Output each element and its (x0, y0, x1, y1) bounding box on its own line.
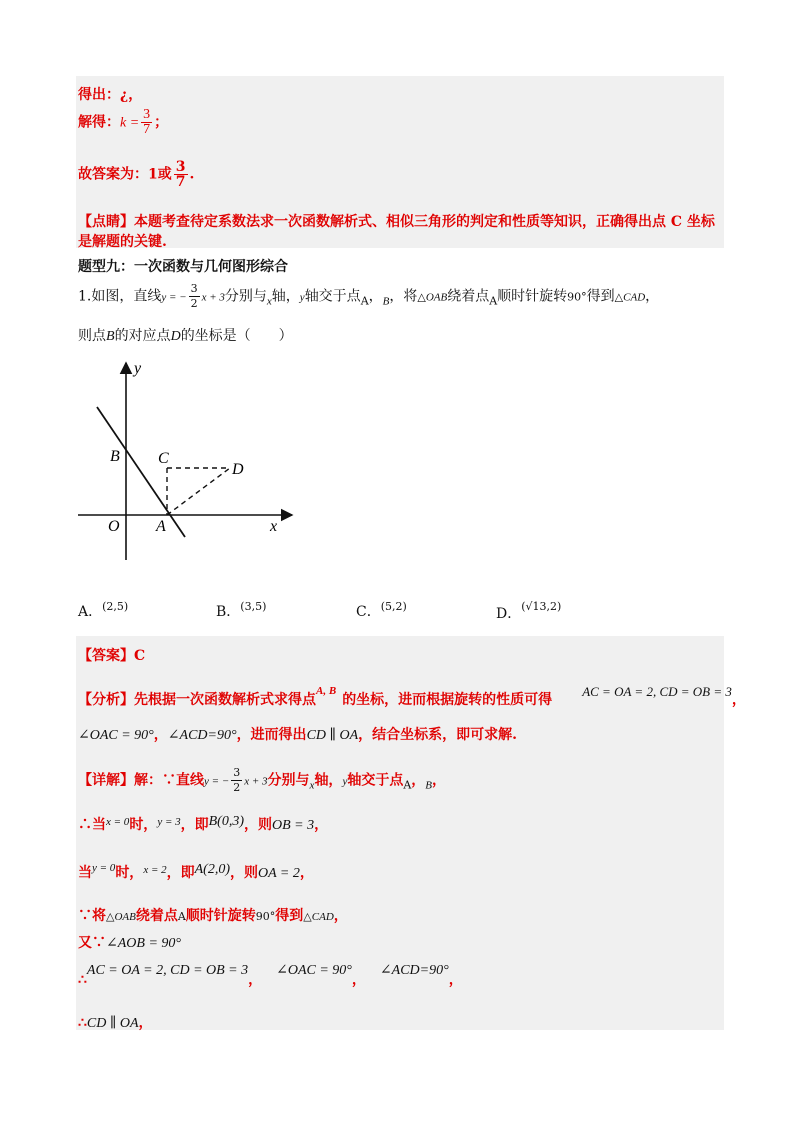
ana-eq: AC = OA = 2, CD = OB = 3 (582, 684, 732, 699)
det-text: ，即 (180, 817, 209, 833)
det-text: ， (333, 908, 348, 924)
q-text: 的坐标是（ ） (180, 328, 293, 344)
answer-end: . (189, 166, 195, 183)
det-point-a: A (177, 910, 186, 923)
det-eq-rhs: x + 3 (244, 775, 268, 788)
detail-line-2 (78, 862, 314, 882)
ana-text: ，结合坐标系，即可求解. (358, 727, 518, 743)
det-x: x (309, 779, 315, 792)
option-b[interactable] (216, 600, 266, 621)
det-text: ∴ (78, 972, 87, 988)
det-text: ，则 (230, 865, 259, 881)
q-text: 轴， (271, 288, 300, 305)
det-oa: OA = 2 (258, 866, 300, 881)
q-text: 轴交于点 (304, 288, 361, 305)
q-text: 分别与 (224, 288, 267, 305)
detail-line-0 (78, 766, 446, 795)
det-y: y (342, 775, 348, 788)
q-text: ， (645, 288, 660, 305)
det-point-a: A (403, 778, 412, 792)
det-x0: x = 0 (106, 816, 130, 828)
det-text: 又∵ (78, 935, 106, 951)
det-text: 时， (129, 817, 158, 833)
frac-den: 2 (190, 297, 198, 310)
det-text: ∴ (78, 1015, 87, 1031)
det-text: 顺时针旋转 (185, 908, 256, 924)
det-text: 轴交于点 (347, 772, 404, 789)
section-title: 题型九：一次函数与几何图形综合 (78, 259, 288, 275)
det-text: 时， (115, 865, 144, 881)
det-text: 当 (78, 865, 92, 881)
det-ob: OB = 3 (272, 818, 315, 833)
solve-line (78, 108, 168, 137)
det-text: ， (448, 972, 463, 988)
q-degree: 90° (567, 290, 587, 304)
option-letter: A． (78, 604, 103, 620)
det-text: ∴当 (78, 817, 106, 833)
label-c: C (158, 450, 169, 467)
option-a[interactable] (78, 600, 128, 621)
q-triangle-cad: △CAD (614, 291, 646, 304)
q-text: ， (368, 288, 383, 305)
ana-angle-acd: ∠ACD=90° (167, 728, 237, 743)
option-value: (5,2) (380, 600, 407, 613)
q-point-a: A (360, 294, 369, 308)
k-fraction (141, 108, 152, 137)
option-c[interactable] (356, 600, 407, 621)
ana-parallel: CD ∥ OA (306, 728, 359, 743)
ana-text: 的坐标，进而根据旋转的性质可得 (342, 692, 553, 708)
solve-label: 解得： (78, 114, 120, 131)
det-point-b: B (425, 779, 433, 792)
segment-ad (167, 468, 230, 515)
det-eq-lengths: AC = OA = 2, CD = OB = 3 (86, 963, 249, 978)
det-text: ，则 (244, 817, 273, 833)
solve-end: ； (154, 114, 169, 131)
ana-text: ， (731, 692, 746, 708)
q-text: 顺时针旋转 (497, 288, 568, 305)
ana-text: 【分析】先根据一次函数解析式求得点 (78, 692, 316, 708)
det-text: ， (411, 772, 426, 789)
det-text: 分别与 (267, 772, 310, 789)
q-eq-lhs: y = − (161, 291, 187, 304)
q-point-d: D (170, 329, 181, 344)
det-text: ， (314, 817, 329, 833)
det-text: ，即 (166, 865, 195, 881)
detail-line-3 (78, 905, 348, 925)
det-eq-lhs: y = − (204, 775, 230, 788)
det-angle-acd: ∠ACD=90° (379, 963, 449, 978)
label-x: x (270, 518, 278, 535)
derive-line (78, 84, 142, 104)
det-text: 得到 (275, 908, 304, 924)
q-x: x (266, 295, 272, 308)
det-text: ， (299, 865, 314, 881)
q-text: 绕着点 (447, 288, 490, 305)
q-eq-frac (189, 282, 200, 311)
answer-line (78, 160, 194, 189)
q-point-a: A (489, 294, 498, 308)
label-b: B (110, 448, 120, 465)
det-point-b-coord: B(0,3) (208, 814, 245, 829)
answer-heading: 【答案】C (78, 648, 146, 664)
q-text: 得到 (586, 288, 615, 305)
det-eq-frac (231, 766, 242, 795)
det-point-a-coord: A(2,0) (194, 862, 231, 877)
label-y: y (134, 360, 142, 377)
det-degree: 90° (255, 910, 276, 923)
note-line-2: 是解题的关键. (78, 234, 167, 250)
option-d[interactable] (496, 600, 561, 623)
frac-num: 3 (175, 159, 186, 175)
q-point-b: B (382, 295, 390, 308)
option-letter: C． (356, 604, 381, 620)
ana-text: ，进而得出 (236, 727, 307, 743)
derive-value: ¿， (120, 87, 143, 103)
analysis-line-2 (78, 724, 517, 744)
det-triangle-cad: △CAD (303, 911, 334, 923)
det-y3: y = 3 (157, 816, 181, 828)
ana-angle-oac: ∠OAC = 90° (78, 728, 154, 743)
detail-line-1 (78, 814, 328, 834)
detail-line-4 (78, 932, 181, 952)
det-parallel: CD ∥ OA (86, 1016, 139, 1031)
ana-text: ， (153, 727, 168, 743)
det-x2: x = 2 (143, 864, 167, 876)
derive-label: 得出： (78, 87, 120, 103)
answer-fraction (174, 160, 188, 189)
frac-num: 3 (190, 282, 198, 295)
q-text: ，将 (389, 288, 418, 305)
frac-den: 7 (143, 122, 151, 137)
det-y0: y = 0 (92, 862, 116, 874)
det-text: ， (248, 972, 263, 988)
label-a: A (156, 518, 166, 535)
q-eq-rhs: x + 3 (201, 291, 225, 304)
analysis-line-1 (78, 684, 746, 709)
det-angle-oac: ∠OAC = 90° (276, 963, 352, 978)
frac-den: 2 (233, 781, 241, 794)
k-expr: k = (120, 115, 140, 131)
det-text: 轴， (314, 772, 343, 789)
det-text: 绕着点 (135, 908, 178, 924)
det-triangle-oab: △OAB (106, 911, 136, 923)
detail-line-5 (78, 962, 463, 989)
q-text: 的对应点 (114, 328, 171, 344)
q-prefix: 1.如图，直线 (78, 288, 162, 305)
frac-den: 7 (175, 174, 186, 190)
frac-num: 3 (143, 107, 151, 122)
q-point-b: B (106, 329, 115, 344)
option-letter: D． (496, 606, 522, 622)
option-value: (√13,2) (521, 600, 562, 613)
det-text: ， (138, 1015, 153, 1031)
question-line-2 (78, 325, 293, 345)
option-letter: B． (216, 604, 241, 620)
note-line-1: 【点睛】本题考查待定系数法求一次函数解析式、相似三角形的判定和性质等知识，正确得出点 C 坐标 (78, 214, 715, 230)
option-value: (3,5) (240, 600, 267, 613)
geometry-figure (70, 355, 300, 570)
q-text: 则点 (78, 328, 106, 344)
det-angle-aob: ∠AOB = 90° (106, 936, 181, 951)
label-o: O (108, 518, 120, 535)
frac-num: 3 (233, 766, 241, 779)
q-y: y (299, 291, 305, 304)
question-line-1 (78, 282, 659, 311)
q-triangle-oab: △OAB (417, 291, 448, 304)
detail-line-6 (78, 1012, 153, 1032)
det-text: ， (432, 772, 447, 789)
option-value: (2,5) (102, 600, 129, 613)
ana-points: A, B (316, 685, 337, 697)
answer-label: 故答案为：1或 (78, 166, 172, 183)
det-text: ∵将 (78, 908, 106, 924)
label-d: D (232, 461, 244, 478)
det-text: 【详解】解：∵直线 (78, 772, 204, 789)
det-text: ， (351, 972, 366, 988)
